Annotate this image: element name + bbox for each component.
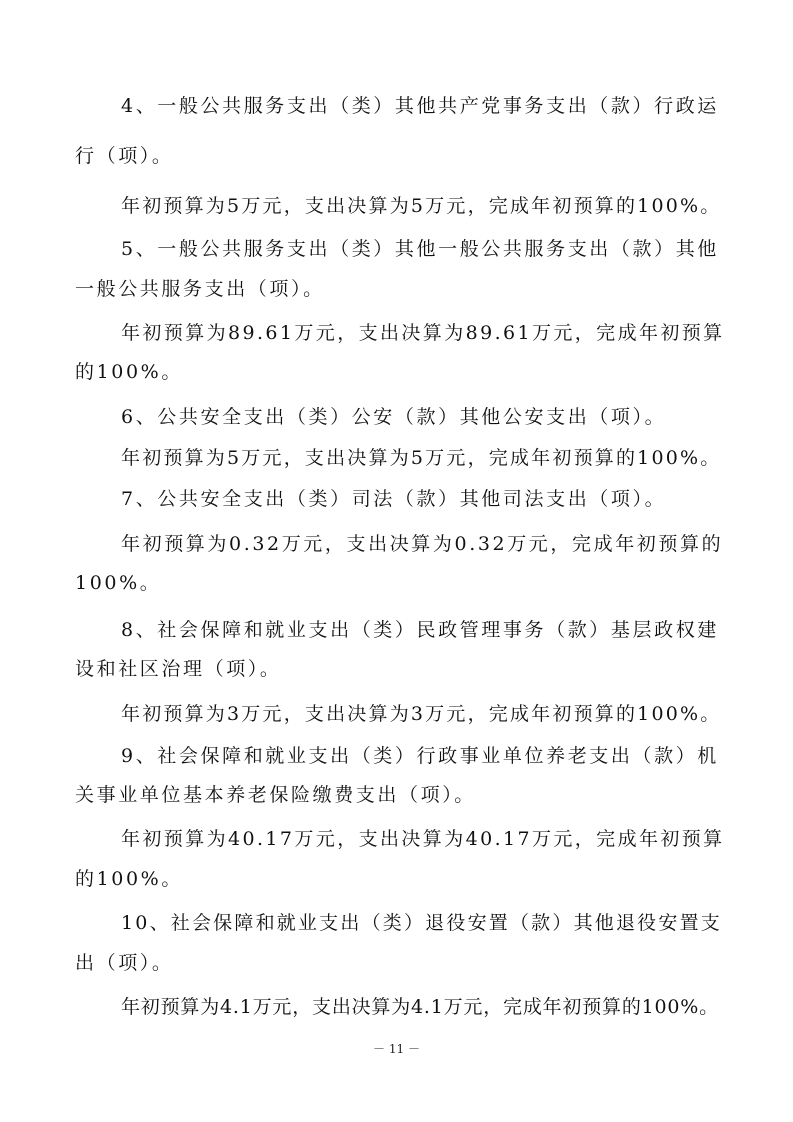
text-line: 年初预算为5万元，支出决算为5万元，完成年初预算的100%。 [121, 447, 722, 469]
text-line: 的100%。 [75, 868, 183, 890]
text-line: 年初预算为3万元，支出决算为3万元，完成年初预算的100%。 [121, 703, 722, 725]
text-line: 年初预算为0.32万元，支出决算为0.32万元，完成年初预算的 [121, 533, 724, 555]
text-line: 9、社会保障和就业支出（类）行政事业单位养老支出（款）机 [121, 745, 719, 767]
text-line: 5、一般公共服务支出（类）其他一般公共服务支出（款）其他 [121, 238, 719, 260]
text-line: 年初预算为40.17万元，支出决算为40.17万元，完成年初预算 [121, 828, 725, 850]
page-number: － 11 － [373, 1042, 420, 1056]
text-line: 出（项）。 [75, 952, 174, 974]
text-line: 年初预算为89.61万元，支出决算为89.61万元，完成年初预算 [121, 322, 725, 344]
text-line: 100%。 [75, 572, 162, 594]
text-line: 年初预算为4.1万元，支出决算为4.1万元，完成年初预算的100%。 [121, 996, 719, 1018]
text-line: 6、公共安全支出（类）公安（款）其他公安支出（项）。 [121, 406, 667, 428]
text-line: 一般公共服务支出（项）。 [75, 278, 325, 300]
text-line: 关事业单位基本养老保险缴费支出（项）。 [75, 784, 476, 806]
text-line: 行（项）。 [75, 145, 174, 167]
text-line: 设和社区治理（项）。 [75, 658, 282, 680]
text-line: 4、一般公共服务支出（类）其他共产党事务支出（款）行政运 [121, 95, 719, 117]
text-line: 的100%。 [75, 361, 183, 383]
text-line: 10、社会保障和就业支出（类）退役安置（款）其他退役安置支 [121, 912, 722, 934]
text-line: 年初预算为5万元，支出决算为5万元，完成年初预算的100%。 [121, 195, 722, 217]
text-line: 7、公共安全支出（类）司法（款）其他司法支出（项）。 [121, 488, 667, 510]
text-line: 8、社会保障和就业支出（类）民政管理事务（款）基层政权建 [121, 619, 719, 641]
